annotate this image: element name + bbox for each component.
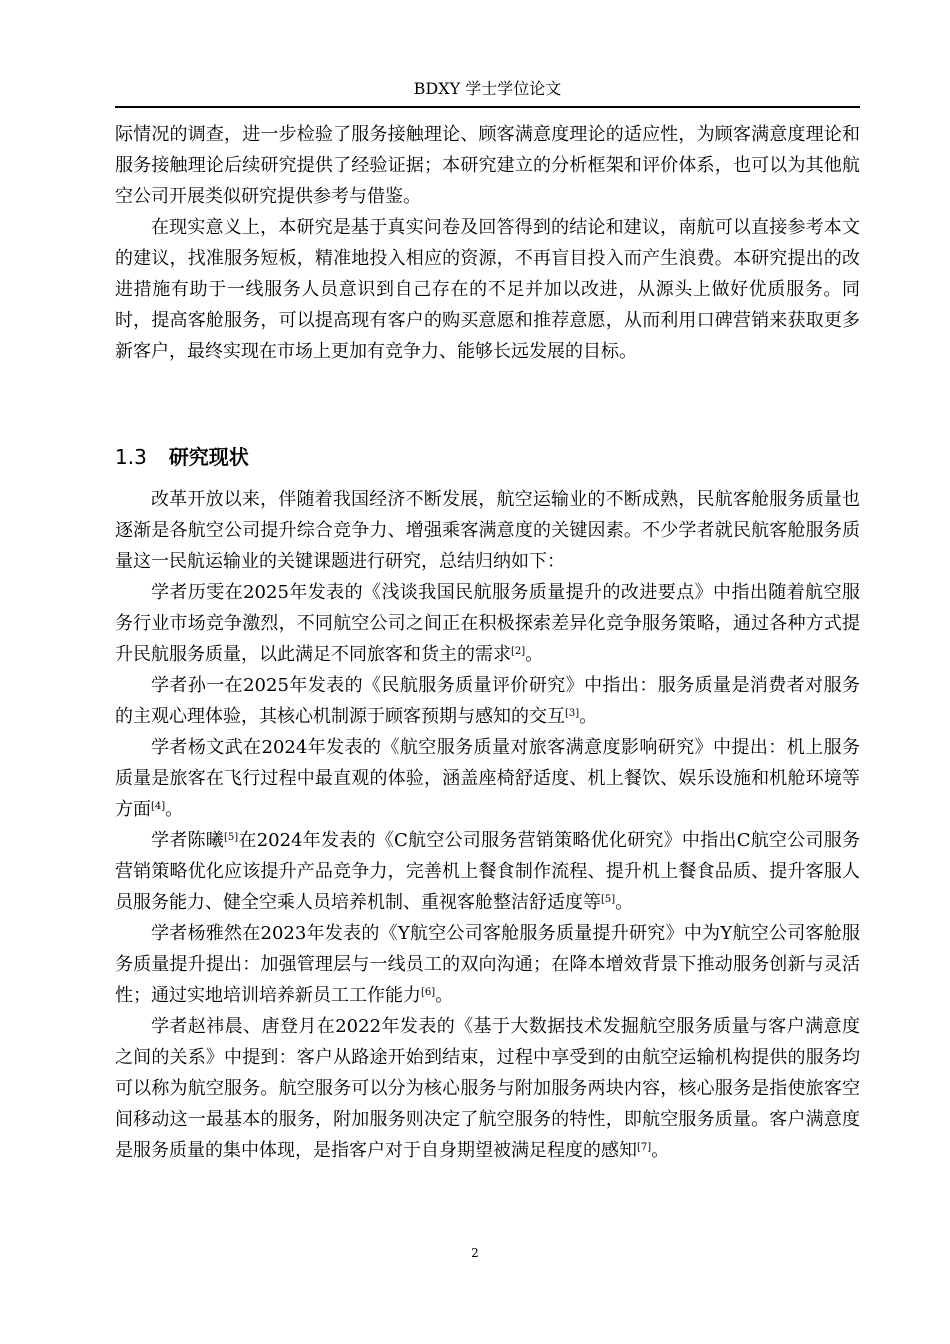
intro-continuation — [115, 119, 860, 367]
literature-review — [115, 484, 860, 1166]
paragraph-pre: 学者陈曦 — [151, 830, 225, 851]
paragraph — [115, 577, 860, 670]
page-number: 2 — [471, 1246, 479, 1260]
paragraph-text: 学者杨文武在2024年发表的《航空服务质量对旅客满意度影响研究》中提出：机上服务质量是旅客在飞行过程中最直观的体验，涵盖座椅舒适度、机上餐饮、娱乐设施和机舱环境等方面 — [115, 737, 860, 820]
paragraph-text: 学者赵祎晨、唐登月在2022年发表的《基于大数据技术发掘航空服务质量与客户满意度之间的关系》中提到：客户从路途开始到结束，过程中享受到的由航空运输机构提供的服务均可以称为航空服务。航空服务可以分为核心服务与附加服务两块内容，核心服务是指使旅客空间移动这一最基本的服务，附加服务则决定了航空服务的特性，即航空服务质量。客户满意度是服务质量的集中体现，是指客户对于自身期望被满足程度的感知 — [115, 1016, 860, 1161]
paragraph — [115, 825, 860, 918]
section-heading — [115, 441, 249, 470]
citation: [7] — [637, 1142, 652, 1153]
paragraph — [115, 1011, 860, 1166]
paragraph-end: 。 — [579, 706, 598, 727]
citation: [5] — [601, 894, 616, 905]
citation: [4] — [151, 801, 166, 812]
paragraph: 改革开放以来，伴随着我国经济不断发展，航空运输业的不断成熟，民航客舱服务质量也逐渐是各航空公司提升综合竞争力、增强乘客满意度的关键因素。不少学者就民航客舱服务质量这一民航运输业的关键课题进行研究，总结归纳如下： — [115, 489, 860, 572]
paragraph-end: 。 — [615, 892, 634, 913]
paragraph-text: 学者杨雅然在2023年发表的《Y航空公司客舱服务质量提升研究》中为Y航空公司客舱服务质量提升提出：加强管理层与一线员工的双向沟通；在降本增效背景下推动服务创新与灵活性；通过实地培训培养新员工工作能力 — [115, 923, 860, 1006]
section-title: 研究现状 — [168, 445, 249, 469]
paragraph-end: 。 — [651, 1140, 670, 1161]
paragraph-end: 。 — [435, 985, 454, 1006]
citation: [3] — [565, 708, 580, 719]
paragraph-text: 在2024年发表的《C航空公司服务营销策略优化研究》中指出C航空公司服务营销策略优化应该提升产品竞争力，完善机上餐食制作流程、提升机上餐食品质、提升客服人员服务能力、健全空乘人员培养机制、重视客舱整洁舒适度等 — [115, 830, 860, 913]
paragraph — [115, 670, 860, 732]
citation: [5] — [224, 832, 239, 843]
citation: [6] — [421, 987, 436, 998]
paragraph-text: 学者历雯在2025年发表的《浅谈我国民航服务质量提升的改进要点》中指出随着航空服务行业市场竞争激烈，不同航空公司之间正在积极探索差异化竞争服务策略，通过各种方式提升民航服务质量，以此满足不同旅客和货主的需求 — [115, 582, 860, 665]
header-title: BDXY 学士学位论文 — [413, 79, 562, 98]
paragraph: 在现实意义上，本研究是基于真实问卷及回答得到的结论和建议，南航可以直接参考本文的建议，找准服务短板，精准地投入相应的资源，不再盲目投入而产生浪费。本研究提出的改进措施有助于一线服务人员意识到自己存在的不足并加以改进，从源头上做好优质服务。同时，提高客舱服务，可以提高现有客户的购买意愿和推荐意愿，从而利用口碑营销来获取更多新客户，最终实现在市场上更加有竞争力、能够长远发展的目标。 — [115, 217, 860, 362]
citation: [2] — [511, 646, 526, 657]
section-number: 1.3 — [115, 445, 147, 469]
paragraph: 际情况的调查，进一步检验了服务接触理论、顾客满意度理论的适应性，为顾客满意度理论和服务接触理论后续研究提供了经验证据；本研究建立的分析框架和评价体系，也可以为其他航空公司开展类似研究提供参考与借鉴。 — [115, 124, 860, 207]
paragraph-end: 。 — [525, 644, 544, 665]
paragraph-end: 。 — [165, 799, 184, 820]
paragraph-text: 学者孙一在2025年发表的《民航服务质量评价研究》中指出：服务质量是消费者对服务的主观心理体验，其核心机制源于顾客预期与感知的交互 — [115, 675, 860, 727]
page-header — [115, 68, 860, 108]
paragraph — [115, 918, 860, 1011]
paragraph — [115, 732, 860, 825]
